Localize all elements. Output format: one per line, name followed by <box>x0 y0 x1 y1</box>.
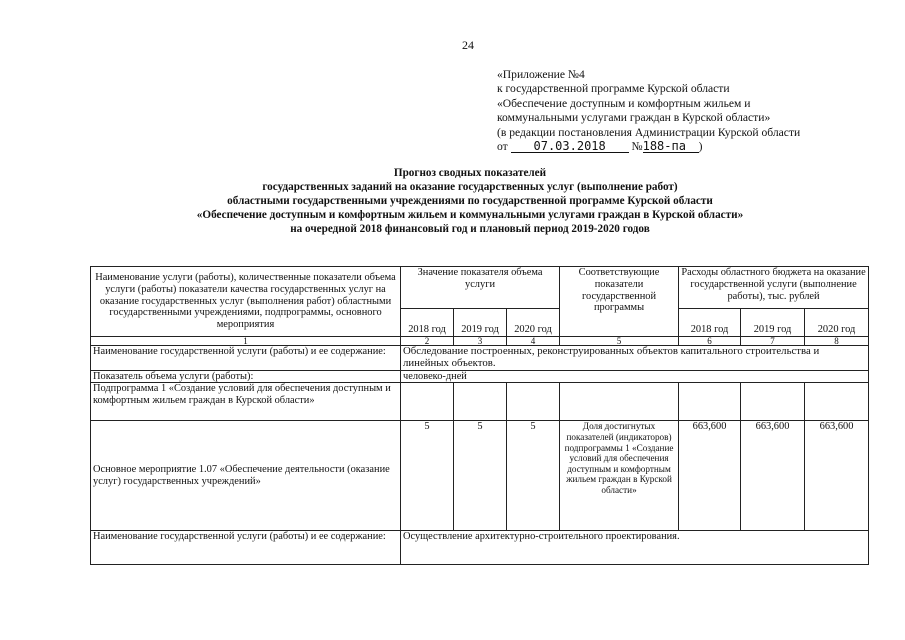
col-number: 1 <box>91 337 401 346</box>
empty-cell <box>741 383 805 421</box>
table-row <box>91 346 869 371</box>
heading-line-5: на очередной 2018 финансовый год и плановый период 2019-2020 годов <box>290 223 650 235</box>
header-indicators-col: Соответствующие показатели государственной программы <box>560 267 679 337</box>
decree-date: 07.03.2018 <box>511 140 629 153</box>
measure-expense-2020: 663,600 <box>805 421 869 531</box>
col-number: 4 <box>507 337 560 346</box>
header-name-col: Наименование услуги (работы), количественные показатели объема услуги (работы) показатели качества государственных услуг на оказание государственных услуг (выполнения работ) областными государственными учреждениями, подпрограммы, основного мероприятия <box>91 267 401 337</box>
empty-cell <box>805 383 869 421</box>
measure-volume-2018: 5 <box>401 421 454 531</box>
col-number: 2 <box>401 337 454 346</box>
empty-cell <box>679 383 741 421</box>
measure-expense-2018: 663,600 <box>679 421 741 531</box>
appendix-line-5: (в редакции постановления Администрации Курской области <box>497 125 801 139</box>
col-number: 7 <box>741 337 805 346</box>
measure-volume-2019: 5 <box>454 421 507 531</box>
empty-cell <box>401 383 454 421</box>
header-volume-group: Значение показателя объема услуги <box>401 267 560 309</box>
measure-expense-2019: 663,600 <box>741 421 805 531</box>
col-number: 5 <box>560 337 679 346</box>
service1-value: Обследование построенных, реконструированных объектов капитального строительства и линейных объектов. <box>401 346 869 371</box>
heading-line-1: Прогноз сводных показателей <box>393 167 547 179</box>
header-expenses-group: Расходы областного бюджета на оказание государственной услуги (выполнение работы), тыс. рублей <box>679 267 869 309</box>
forecast-table <box>90 266 869 565</box>
page-number: 24 <box>462 38 474 52</box>
empty-cell <box>507 383 560 421</box>
header-volume-2020: 2020 год <box>507 309 560 337</box>
table-row <box>91 383 869 421</box>
heading-line-3: областными государственными учреждениями по государственной программе Курской области <box>227 195 713 207</box>
empty-cell <box>454 383 507 421</box>
header-expenses-2018: 2018 год <box>679 309 741 337</box>
appendix-block <box>497 68 800 154</box>
heading-line-4: «Обеспечение доступным и комфортным жильем и коммунальными услугами граждан в Курской области» <box>196 209 744 221</box>
measure-volume-2020: 5 <box>507 421 560 531</box>
service2-label: Наименование государственной услуги (работы) и ее содержание: <box>91 531 401 565</box>
table-row <box>91 421 869 531</box>
header-volume-2018: 2018 год <box>401 309 454 337</box>
number-prefix: № <box>631 140 643 154</box>
subprogram-label: Подпрограмма 1 «Создание условий для обеспечения доступным и комфортным жильем граждан в Курской области» <box>91 383 401 421</box>
appendix-line-1: «Приложение №4 <box>497 68 585 81</box>
heading-line-2: государственных заданий на оказание государственных услуг (выполнение работ) <box>262 181 678 193</box>
volume-label: Показатель объема услуги (работы): <box>91 370 401 383</box>
appendix-line-3: «Обеспечение доступным и комфортным жильем и <box>497 96 751 110</box>
col-number: 6 <box>679 337 741 346</box>
from-label: от <box>497 140 508 154</box>
appendix-line-4: коммунальными услугами граждан в Курской области» <box>497 111 771 125</box>
table-row <box>91 370 869 383</box>
appendix-line-2: к государственной программе Курской области <box>497 82 730 96</box>
service2-value: Осуществление архитектурно-строительного проектирования. <box>401 531 869 565</box>
header-expenses-2019: 2019 год <box>741 309 805 337</box>
col-number: 3 <box>454 337 507 346</box>
empty-cell <box>560 383 679 421</box>
volume-value: человеко-дней <box>401 370 869 383</box>
header-expenses-2020: 2020 год <box>805 309 869 337</box>
measure-label: Основное мероприятие 1.07 «Обеспечение деятельности (оказание услуг) государственных учреждений» <box>91 421 401 531</box>
document-heading <box>140 166 800 236</box>
table-row <box>91 531 869 565</box>
service1-label: Наименование государственной услуги (работы) и ее содержание: <box>91 346 401 371</box>
col-number: 8 <box>805 337 869 346</box>
closing-paren: ) <box>698 140 703 154</box>
decree-number: 188-па <box>643 140 699 153</box>
appendix-date-line <box>497 140 800 154</box>
column-number-row <box>91 337 869 346</box>
measure-indicator: Доля достигнутых показателей (индикаторов) подпрограммы 1 «Создание условий для обеспечения доступным и комфортным жильем граждан в Курской области» <box>560 421 679 531</box>
header-volume-2019: 2019 год <box>454 309 507 337</box>
